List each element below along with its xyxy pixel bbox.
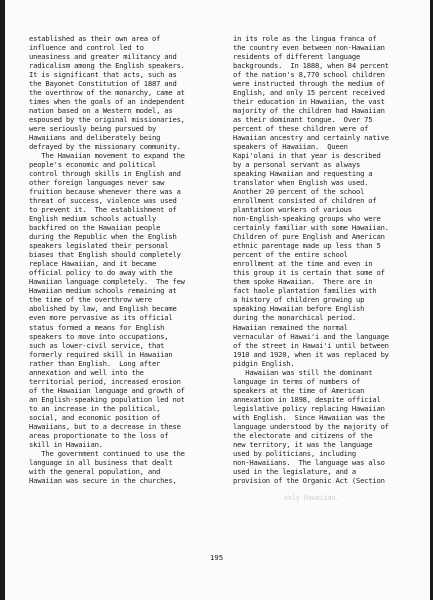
text-line: of the nation's 8,770 school children	[233, 70, 385, 80]
text-line: It is significant that acts, such as	[29, 70, 177, 80]
text-line: people's economic and political	[29, 160, 157, 170]
text-line: speaking Hawaiian and requesting a	[233, 169, 373, 179]
text-line: them spoke Hawaiian. There are in	[233, 277, 373, 287]
binding-edge	[0, 0, 5, 600]
text-line: their education in Hawaiian, the vast	[233, 97, 385, 107]
text-line: espoused by the original missionaries,	[29, 115, 185, 125]
text-line: established as their own area of	[29, 34, 161, 43]
text-line: Children of pure English and American	[233, 232, 385, 242]
text-line: The government continued to use the	[29, 448, 185, 458]
text-line: Hawaiian language completely. The few	[29, 277, 185, 287]
text-line: enrollment consisted of children of	[233, 196, 377, 206]
text-line: of the street in Hawai'i until between	[233, 340, 389, 350]
text-line: during the monarchical period.	[233, 313, 356, 323]
text-line: enrollment at the time and even in	[233, 259, 373, 269]
text-line: abolished by law, and English became	[29, 304, 177, 314]
text-line: to prevent it. The establishment of	[29, 205, 177, 215]
text-line: times when the goals of an independent	[29, 97, 185, 107]
text-line: speakers to move into occupations,	[29, 331, 169, 341]
text-line: radicalism among the English speakers.	[29, 61, 185, 71]
text-line: Hawaiian ancestry and certainly native	[233, 133, 389, 143]
text-line: such as lower-civil service, that	[29, 340, 165, 350]
text-line: language in all business that dealt	[29, 457, 173, 467]
text-line: nation based on a Western model, as	[29, 106, 173, 116]
text-line: ethnic parentage made up less than 5	[233, 241, 381, 251]
text-line: new territory, it was the language	[233, 439, 373, 449]
text-line: areas proportionate to the loss of	[29, 430, 169, 440]
text-line: rather than English. Long after	[29, 358, 161, 368]
text-line: status formed a means for English	[29, 322, 165, 332]
text-line: influence and control led to	[29, 43, 144, 53]
text-line: speakers legislated their personal	[29, 241, 169, 251]
text-line: threat of success, violence was used	[29, 196, 177, 206]
text-line: Hawaiians and deliberately being	[29, 133, 161, 143]
text-line: with the general population, and	[29, 466, 161, 476]
text-line: backgrounds. In 1888, when 84 percent	[233, 61, 389, 71]
text-line: speakers at the time of American	[233, 385, 365, 395]
text-line: legislative policy replacing Hawaiian	[233, 403, 385, 413]
text-line: annexation and well into the	[29, 367, 144, 377]
text-line: non-English-speaking groups who were	[233, 214, 381, 224]
text-line: Another 20 percent of the school	[233, 187, 365, 197]
text-line: speakers of Hawaiian. Queen	[233, 142, 348, 152]
text-line: control through skills in English and	[29, 169, 181, 179]
text-line: a history of children growing up	[233, 295, 365, 305]
text-line: majority of the children had Hawaiian	[233, 106, 385, 116]
text-line: translator when English was used.	[233, 178, 369, 188]
text-line: to an increase in the political,	[29, 403, 161, 413]
right-column	[233, 34, 425, 485]
text-line: fruition because whenever there was a	[29, 187, 181, 197]
text-line: Hawaiian remained the normal	[233, 322, 348, 332]
text-line: non-Hawaiians. The language was also	[233, 457, 385, 467]
text-line: in its role as the lingua franca of	[233, 34, 377, 43]
text-line: an English-speaking population led not	[29, 394, 185, 404]
text-line: other foreign languages never saw	[29, 178, 165, 188]
left-column	[29, 34, 217, 485]
text-line: percent of these children were of	[233, 124, 369, 134]
bleed-through-text: only Hawaiian.	[284, 494, 340, 502]
text-line: social, and economic position of	[29, 412, 161, 422]
text-line: replace Hawaiian, and it became	[29, 259, 157, 269]
text-line: language understood by the majority of	[233, 421, 389, 431]
text-line: certainly familiar with some Hawaiian.	[233, 223, 389, 233]
page-number: 195	[209, 553, 224, 562]
text-line: English, and only 15 percent received	[233, 88, 385, 98]
text-line: by a personal servant as always	[233, 160, 361, 170]
text-line: Hawaiians, but to a decrease in these	[29, 421, 181, 431]
text-line: Hawaiian was still the dominant	[233, 367, 373, 377]
text-line: 1910 and 1920, when it was replaced by	[233, 349, 389, 359]
text-line: the Bayonet Constitution of 1887 and	[29, 79, 177, 89]
text-line: uneasiness and greater militancy and	[29, 52, 177, 62]
text-line: skill in Hawaiian.	[29, 439, 103, 449]
text-line: formerly required skill in Hawaiian	[29, 349, 173, 359]
text-line: were seriously being pursued by	[29, 124, 157, 134]
text-line: of the Hawaiian language and growth of	[29, 385, 185, 395]
text-line: percent of the entire school	[233, 250, 348, 260]
text-line: were instructed through the medium of	[233, 79, 385, 89]
text-line: with English. Since Hawaiian was the	[233, 412, 385, 422]
text-line: annexation in 1898, despite official	[233, 394, 381, 404]
text-line: Hawaiian was secure in the churches,	[29, 475, 177, 485]
text-line: used by politicians, including	[233, 448, 356, 458]
text-line: the country even between non-Hawaiian	[233, 43, 385, 53]
text-line: language in terms of numbers of	[233, 376, 361, 386]
text-line: plantation workers of various	[233, 205, 352, 215]
text-line: provision of the Organic Act (Section	[233, 475, 385, 485]
text-line: this group it is certain that some of	[233, 268, 385, 278]
text-line: residents of different language	[233, 52, 361, 62]
text-line: English medium schools actually	[29, 214, 157, 224]
text-line: pidgin English.	[233, 358, 295, 368]
text-line: fact haole plantation families with	[233, 286, 377, 296]
text-line: speaking Hawaiian before English	[233, 304, 365, 314]
text-line: backfired on the Hawaiian people	[29, 223, 161, 233]
text-line: defrayed by the missionary community.	[29, 142, 181, 152]
text-line: official policy to do away with the	[29, 268, 173, 278]
text-line: Hawaiian medium schools remaining at	[29, 286, 177, 296]
text-line: the electorate and citizens of the	[233, 430, 373, 440]
text-line: used in the legislature, and a	[233, 466, 356, 476]
text-line: the time of the overthrow were	[29, 295, 152, 305]
text-line: during the Republic when the English	[29, 232, 177, 242]
text-line: vernacular of Hawai'i and the language	[233, 331, 389, 341]
text-line: biases that English should completely	[29, 250, 181, 260]
text-line: as their dominant tongue. Over 75	[233, 115, 373, 125]
text-line: territorial period, increased erosion	[29, 376, 181, 386]
text-line: even more pervasive as its official	[29, 313, 173, 323]
text-line: the overthrow of the monarchy, came at	[29, 88, 185, 98]
text-line: Kapi'olani in that year is described	[233, 151, 381, 161]
text-line: The Hawaiian movement to expand the	[29, 151, 185, 161]
